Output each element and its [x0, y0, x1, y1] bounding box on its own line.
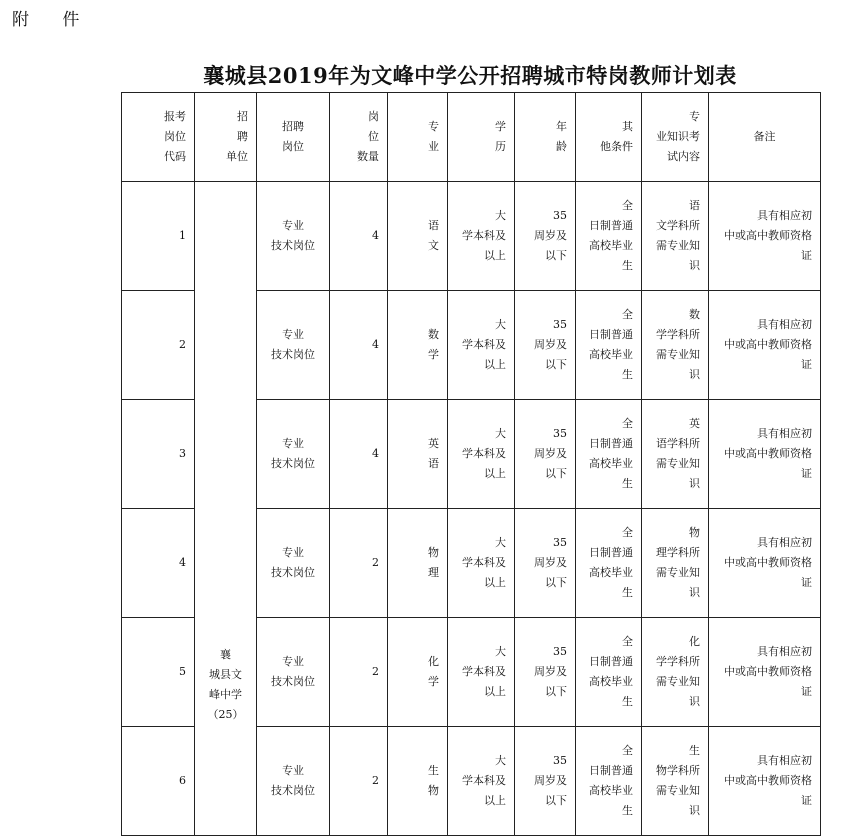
header-code: 报考 岗位 代码: [122, 93, 195, 182]
cell-major: 语 文: [388, 182, 448, 291]
cell-other-conditions: 全 日制普通 高校毕业 生: [576, 400, 642, 509]
cell-note: 具有相应初 中或高中教师资格 证: [709, 182, 821, 291]
cell-unit-name: 襄 城县文 峰中学 （25）: [195, 182, 257, 836]
cell-education: 大 学本科及 以上: [448, 727, 515, 836]
cell-exam-content: 物 理学科所 需专业知 识: [642, 509, 709, 618]
cell-exam-content: 数 学学科所 需专业知 识: [642, 291, 709, 400]
cell-exam-content: 英 语学科所 需专业知 识: [642, 400, 709, 509]
cell-count: 4: [330, 291, 388, 400]
cell-age: 35 周岁及 以下: [515, 727, 576, 836]
cell-code: 4: [122, 509, 195, 618]
cell-code: 3: [122, 400, 195, 509]
cell-code: 6: [122, 727, 195, 836]
table-row: [122, 182, 821, 291]
cell-position: 专业 技术岗位: [257, 291, 330, 400]
cell-education: 大 学本科及 以上: [448, 618, 515, 727]
cell-code: 2: [122, 291, 195, 400]
cell-note: 具有相应初 中或高中教师资格 证: [709, 727, 821, 836]
cell-education: 大 学本科及 以上: [448, 182, 515, 291]
header-count: 岗 位 数量: [330, 93, 388, 182]
header-unit: 招 聘 单位: [195, 93, 257, 182]
cell-education: 大 学本科及 以上: [448, 291, 515, 400]
table-header-row: [122, 93, 821, 182]
header-age: 年 龄: [515, 93, 576, 182]
document-title: 襄城县2019年为文峰中学公开招聘城市特岗教师计划表: [203, 63, 737, 88]
cell-note: 具有相应初 中或高中教师资格 证: [709, 618, 821, 727]
header-education: 学 历: [448, 93, 515, 182]
cell-note: 具有相应初 中或高中教师资格 证: [709, 291, 821, 400]
cell-education: 大 学本科及 以上: [448, 400, 515, 509]
cell-other-conditions: 全 日制普通 高校毕业 生: [576, 509, 642, 618]
cell-major: 物 理: [388, 509, 448, 618]
header-note: 备注: [709, 93, 821, 182]
cell-count: 2: [330, 618, 388, 727]
cell-count: 2: [330, 727, 388, 836]
cell-position: 专业 技术岗位: [257, 400, 330, 509]
cell-major: 生 物: [388, 727, 448, 836]
cell-age: 35 周岁及 以下: [515, 618, 576, 727]
cell-major: 化 学: [388, 618, 448, 727]
cell-other-conditions: 全 日制普通 高校毕业 生: [576, 291, 642, 400]
cell-position: 专业 技术岗位: [257, 182, 330, 291]
cell-major: 英 语: [388, 400, 448, 509]
cell-position: 专业 技术岗位: [257, 509, 330, 618]
cell-exam-content: 化 学学科所 需专业知 识: [642, 618, 709, 727]
cell-exam-content: 生 物学科所 需专业知 识: [642, 727, 709, 836]
cell-count: 2: [330, 509, 388, 618]
cell-age: 35 周岁及 以下: [515, 291, 576, 400]
cell-other-conditions: 全 日制普通 高校毕业 生: [576, 182, 642, 291]
cell-age: 35 周岁及 以下: [515, 509, 576, 618]
cell-other-conditions: 全 日制普通 高校毕业 生: [576, 727, 642, 836]
cell-code: 1: [122, 182, 195, 291]
cell-code: 5: [122, 618, 195, 727]
cell-exam-content: 语 文学科所 需专业知 识: [642, 182, 709, 291]
cell-position: 专业 技术岗位: [257, 727, 330, 836]
header-major: 专 业: [388, 93, 448, 182]
cell-note: 具有相应初 中或高中教师资格 证: [709, 400, 821, 509]
header-other-conditions: 其 他条件: [576, 93, 642, 182]
header-position: 招聘 岗位: [257, 93, 330, 182]
cell-education: 大 学本科及 以上: [448, 509, 515, 618]
cell-note: 具有相应初 中或高中教师资格 证: [709, 509, 821, 618]
cell-other-conditions: 全 日制普通 高校毕业 生: [576, 618, 642, 727]
attachment-label: 附 件: [12, 10, 94, 30]
cell-major: 数 学: [388, 291, 448, 400]
header-exam-content: 专 业知识考 试内容: [642, 93, 709, 182]
cell-age: 35 周岁及 以下: [515, 400, 576, 509]
cell-age: 35 周岁及 以下: [515, 182, 576, 291]
cell-position: 专业 技术岗位: [257, 618, 330, 727]
cell-count: 4: [330, 182, 388, 291]
recruitment-plan-table: [121, 92, 821, 836]
cell-count: 4: [330, 400, 388, 509]
